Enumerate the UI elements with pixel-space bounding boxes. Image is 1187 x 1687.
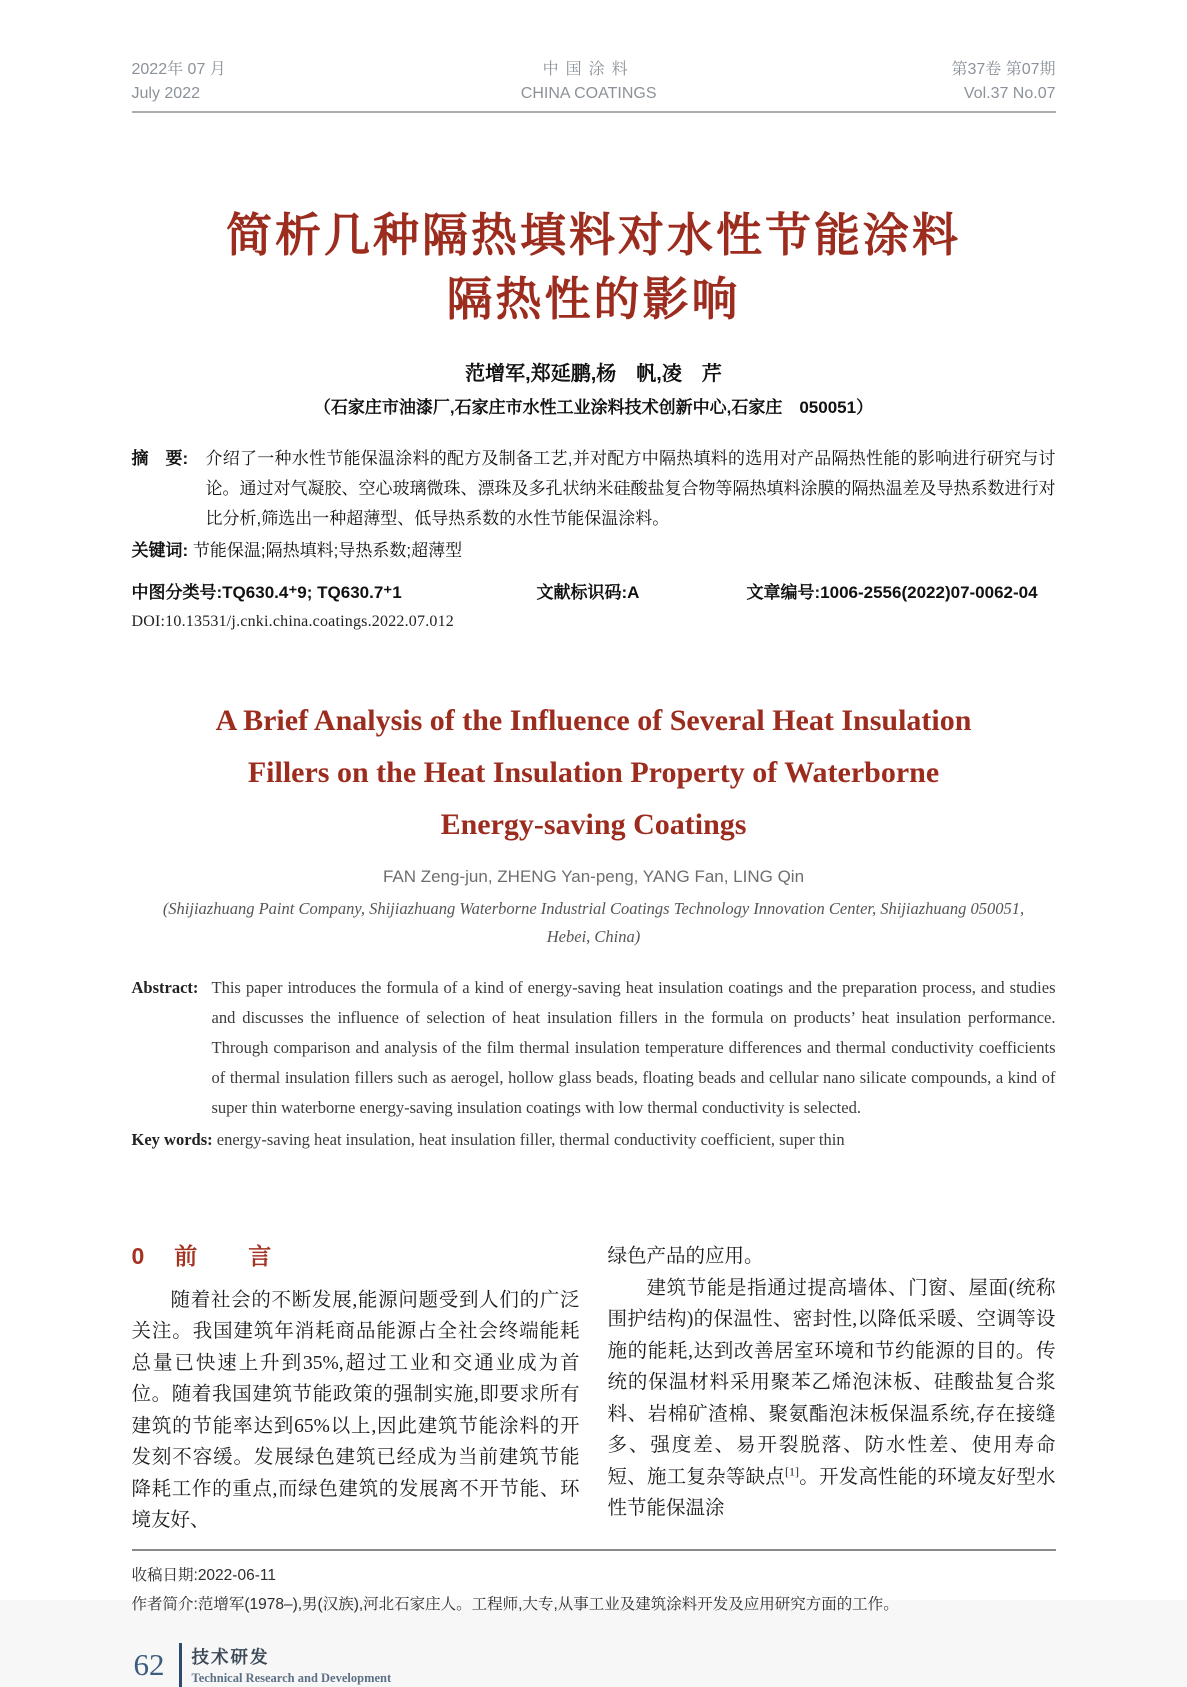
abstract-cn-text: 介绍了一种水性节能保温涂料的配方及制备工艺,并对配方中隔热填料的选用对产品隔热性能的影响进行研究与讨论。通过对气凝胶、空心玻璃微珠、漂珠及多孔状纳米硅酸盐复合物等隔热填料涂膜的隔热温差及导热系数进行对比分析,筛选出一种超薄型、低导热系数的水性节能保温涂料。 (205, 449, 1056, 528)
issue-date-cn: 2022年 07 月 (131, 61, 226, 78)
article-title-en-line3: Energy-saving Coatings (440, 808, 747, 841)
body-paragraph-2 (608, 1273, 1056, 1525)
footer-divider-bar (179, 1643, 182, 1687)
keywords-en (132, 1125, 1056, 1155)
affiliation-en-line1: (Shijiazhuang Paint Company, Shijiazhuang Waterborne Industrial Coatings Technology Innovation Center, Shijiazhuang 050051, (162, 899, 1025, 918)
page-footer (132, 1643, 1056, 1687)
citation-ref-1: [1] (785, 1464, 800, 1478)
document-code (537, 578, 747, 603)
keywords-cn-text: 节能保温;隔热填料;导热系数;超薄型 (192, 541, 463, 560)
body-column-right (608, 1241, 1056, 1537)
abstract-en-text: This paper introduces the formula of a kind of energy-saving heat insulation coatings and the preparation process, and studies and discusses the influence of selection of heat insulation fillers in the formula on products’ heat insulation performance. Through comparison and analysis of the film thermal insulation temperature differences and thermal conductivity coefficients of thermal insulation fillers such as aerogel, hollow glass beads, floating beads and cellular nano silicate compounds, a kind of super thin waterborne energy-saving insulation coatings with low thermal conductivity is selected. (211, 978, 1056, 1117)
abstract-cn (132, 444, 1056, 534)
article-id-label: 文章编号: (746, 583, 821, 602)
affiliation-en-line2: Hebei, China) (546, 927, 641, 946)
body-paragraph-2-text-after-ref: 。开发高性能的环境友好型水性节能保温涂 (607, 1466, 1056, 1519)
author-bio (132, 1590, 1056, 1619)
journal-name-cn: 中国涂料 (542, 61, 635, 78)
authors-en: FAN Zeng-jun, ZHENG Yan-peng, YANG Fan, LING Qin (382, 867, 805, 886)
header-volume-info (951, 58, 1055, 106)
page-number: 62 (133, 1646, 165, 1682)
document-code-value: A (627, 583, 640, 602)
section-0-number: 0 (131, 1243, 145, 1269)
received-date-value: 2022-06-11 (197, 1566, 276, 1584)
keywords-cn (132, 536, 1056, 566)
clc-label: 中图分类号: (131, 583, 223, 602)
affiliation-cn: （石家庄市油漆厂,石家庄市水性工业涂料技术创新中心,石家庄 050051） (313, 398, 874, 417)
body-columns (132, 1241, 1056, 1537)
keywords-en-label: Key words: (131, 1130, 213, 1149)
article-title-cn (132, 203, 1056, 331)
body-paragraph-1: 随着社会的不断发展,能源问题受到人们的广泛关注。我国建筑年消耗商品能源占全社会终端能耗总量已快速上升到35%,超过工业和交通业成为首位。随着我国建筑节能政策的强制实施,即要求所有建筑的节能率达到65%以上,因此建筑节能涂料的开发刻不容缓。发展绿色建筑已经成为当前建筑节能降耗工作的重点,而绿色建筑的发展离不开节能、环境友好、 (131, 1289, 580, 1531)
journal-header (132, 0, 1056, 113)
author-bio-label: 作者简介: (131, 1595, 198, 1613)
footnote-divider (132, 1549, 1056, 1551)
article-title-en-line2: Fillers on the Heat Insulation Property of Waterborne (247, 756, 940, 789)
keywords-en-text: energy-saving heat insulation, heat insulation filler, thermal conductivity coefficient, super thin (216, 1130, 845, 1149)
abstract-en (132, 973, 1056, 1123)
body-column-left (132, 1241, 580, 1537)
abstract-cn-label: 摘 要: (131, 449, 189, 468)
body-paragraph-1-continued: 绿色产品的应用。 (607, 1246, 764, 1267)
abstract-en-label: Abstract: (131, 978, 199, 997)
header-journal-name (521, 58, 657, 106)
article-title-en-line1: A Brief Analysis of the Influence of Several Heat Insulation (215, 704, 972, 737)
footnote (132, 1561, 1056, 1619)
body-paragraph-2-text: 建筑节能是指通过提高墙体、门窗、屋面(统称围护结构)的保温性、密封性,以降低采暖、空调等设施的能耗,达到改善居室环境和节约能源的目的。传统的保温材料采用聚苯乙烯泡沫板、硅酸盐复合浆料、岩棉矿渣棉、聚氨酯泡沫板保温系统,存在接缝多、强度差、易开裂脱落、防水性差、使用寿命短、施工复杂等缺点 (607, 1277, 1056, 1488)
footer-column-en: Technical Research and Development (191, 1670, 392, 1685)
section-0-heading (132, 1241, 580, 1273)
keywords-cn-label: 关键词: (131, 541, 189, 560)
document-code-label: 文献标识码: (536, 583, 628, 602)
volume-info-cn: 第37卷 第07期 (951, 61, 1056, 78)
classification-row (132, 578, 1056, 603)
article-id-value: 1006-2556(2022)07-0062-04 (820, 583, 1038, 602)
section-0-title: 前 言 (174, 1243, 286, 1269)
article-title-cn-line2: 隔热性的影响 (446, 273, 741, 325)
header-issue-date (132, 58, 226, 106)
received-date (132, 1561, 1056, 1590)
clc-number (132, 578, 537, 603)
received-date-label: 收稿日期: (131, 1566, 198, 1584)
volume-info-en: Vol.37 No.07 (963, 85, 1056, 102)
article-title-en (132, 695, 1056, 851)
authors-cn: 范增军,郑延鹏,杨 帆,凌 芹 (465, 363, 722, 385)
clc-value: TQ630.4⁺9; TQ630.7⁺1 (222, 583, 402, 602)
issue-date-en: July 2022 (131, 85, 200, 102)
article-id (747, 578, 1056, 603)
page (132, 0, 1056, 1687)
author-bio-value: 范增军(1978–),男(汉族),河北石家庄人。工程师,大专,从事工业及建筑涂料开发及应用研究方面的工作。 (197, 1595, 899, 1613)
footer-column-cn: 技术研发 (191, 1646, 270, 1667)
affiliation-en (132, 895, 1056, 951)
article-title-cn-line1: 简析几种隔热填料对水性节能涂料 (226, 209, 961, 261)
footer-column-block (192, 1644, 392, 1686)
journal-name-en: CHINA COATINGS (520, 85, 657, 102)
doi: DOI:10.13531/j.cnki.china.coatings.2022.07.012 (131, 613, 454, 630)
